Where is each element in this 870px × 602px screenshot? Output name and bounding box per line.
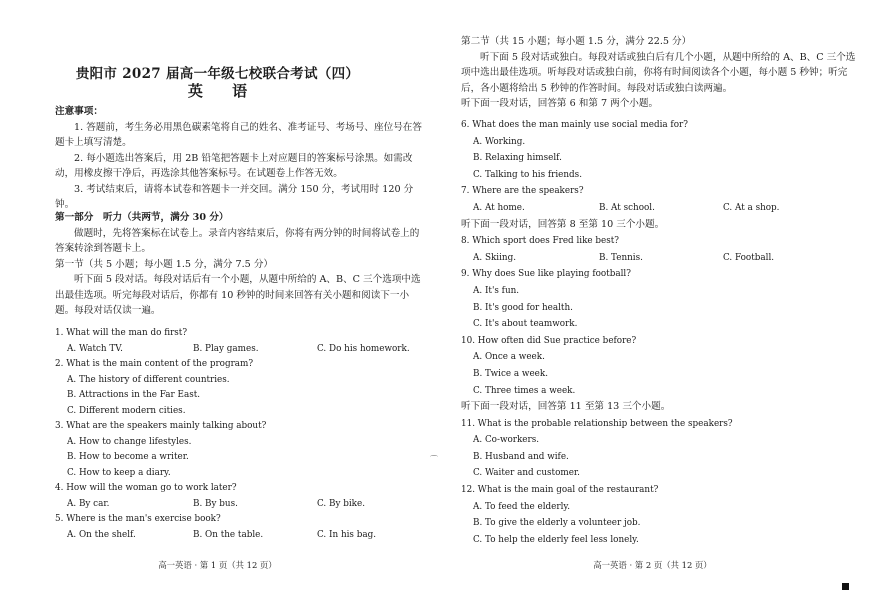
option: C. It's about teamwork. [473,319,578,330]
part1-intro: 做题时，先将答案标在试卷上。录音内容结束后，你将有两分钟的时间将试卷上的答案转涂到答题卡上。 [55,227,420,254]
questions-1-5 [55,326,423,543]
option: C. At a shop. [723,202,780,213]
option: A. How to change lifestyles. [67,436,192,447]
question-3: 3. What are the speakers mainly talking about? [55,421,267,431]
section1-heading: 第一节（共 5 小题；每小题 1.5 分，满分 7.5 分） [55,258,274,270]
option: A. Co-workers. [473,435,540,446]
option: A. Watch TV. [67,343,123,354]
option: A. The history of different countries. [67,374,230,385]
exam-title: 贵阳市 2027 届高一年级七校联合考试（四） [75,66,360,82]
question-4: 4. How will the woman go to work later? [55,483,237,493]
scan-mark: ⌒ [430,455,438,464]
option: A. At home. [473,202,525,213]
option: C. By bike. [317,498,366,509]
option: B. Relaxing himself. [473,153,562,164]
question-6: 6. What does the man mainly use social media for? [461,120,688,130]
section2-heading: 第二节（共 15 小题；每小题 1.5 分，满分 22.5 分） [461,36,692,47]
option: B. It's good for health. [473,302,573,313]
option: C. In his bag. [317,529,377,540]
notice-1: 1. 答题前，考生务必用黑色碳素笔将自己的姓名、准考证号、考场号、座位号在答题卡上填写清楚。 [55,121,422,148]
subject-title: 英 语 [187,82,260,100]
direction-6-7: 听下面一段对话，回答第 6 和第 7 两个小题。 [461,98,659,109]
question-12: 12. What is the main goal of the restaurant? [461,485,659,496]
option: B. On the table. [193,529,264,540]
question-11: 11. What is the probable relationship between the speakers? [461,418,733,429]
option: B. Tennis. [599,252,643,263]
section1-intro: 听下面 5 段对话。每段对话后有一个小题，从题中所给的 A、B、C 三个选项中选出最佳选项。听完每段对话后，你都有 10 秒钟的时间来回答有关小题和阅读下一小题。每段对话仅读一遍。 [55,274,421,316]
question-8-options [461,250,861,267]
option: B. To give the elderly a volunteer job. [473,518,641,529]
option: A. It's fun. [473,285,520,296]
option: B. Twice a week. [473,368,548,379]
right-page [435,0,870,602]
option: C. Different modern cities. [67,405,186,416]
notice-3: 3. 考试结束后，请将本试卷和答题卡一并交回。满分 150 分，考试用时 120 分钟。 [55,183,414,210]
page-footer-1: 高一英语 · 第 1 页（共 12 页） [158,560,277,570]
option: C. To help the elderly feel less lonely. [473,534,639,545]
section2-block [461,34,861,112]
option: C. Three times a week. [473,385,576,396]
option: B. Play games. [193,343,259,354]
questions-6-12 [461,117,861,548]
corner-registration-mark [842,583,849,590]
part1-block [55,210,423,319]
question-7-options [461,200,861,217]
option: C. Do his homework. [317,343,410,354]
page-footer-2: 高一英语 · 第 2 页（共 12 页） [593,560,712,570]
option: A. Skiing. [473,252,517,263]
option: B. By bus. [193,498,238,509]
option: A. Working. [473,136,526,147]
notice-2: 2. 每小题选出答案后，用 2B 铅笔把答题卡上对应题目的答案标号涂黑。如需改动，用橡皮擦干净后，再选涂其他答案标号。在试题卷上作答无效。 [55,152,413,179]
question-4-options [55,497,423,513]
option: B. Attractions in the Far East. [67,390,201,400]
question-1: 1. What will the man do first? [55,328,188,338]
option: A. By car. [67,498,110,509]
option: C. Waiter and customer. [473,468,580,479]
option: A. Once a week. [473,352,545,363]
question-1-options [55,342,423,358]
option: A. On the shelf. [67,529,136,540]
part1-heading: 第一部分 听力（共两节，满分 30 分） [55,212,229,223]
section2-intro: 听下面 5 段对话或独白。每段对话或独白后有几个小题，从题中所给的 A、B、C 三个选项中选出最佳选项。听每段对话或独白前，你将有时间阅读各个小题，每小题 5 秒钟；听完后，各小题将给出 5 秒钟的作答时间。每段对话或独白读两遍。 [461,51,856,94]
question-5: 5. Where is the man's exercise book? [55,514,221,524]
notice-heading: 注意事项： [55,106,103,117]
option: B. How to become a writer. [67,452,189,462]
question-5-options [55,528,423,544]
direction-8-10: 听下面一段对话，回答第 8 至第 10 三个小题。 [461,218,665,230]
question-9: 9. Why does Sue like playing football? [461,269,631,280]
question-7: 7. Where are the speakers? [461,186,584,197]
question-2: 2. What is the main content of the program? [55,359,254,369]
question-10: 10. How often did Sue practice before? [461,335,637,346]
option: C. How to keep a diary. [67,467,171,478]
option: B. At school. [599,202,655,213]
question-8: 8. Which sport does Fred like best? [461,236,620,247]
notices-block [55,104,423,213]
option: A. To feed the elderly. [473,501,570,512]
option: C. Football. [723,252,775,263]
option: B. Husband and wife. [473,451,569,462]
option: C. Talking to his friends. [473,169,582,180]
direction-11-13: 听下面一段对话，回答第 11 至第 13 三个小题。 [461,401,671,413]
